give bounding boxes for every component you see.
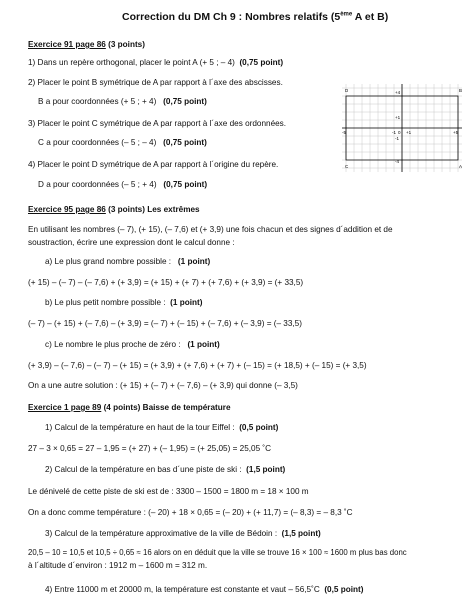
ex91-q4-points: (0,75 point) xyxy=(163,180,208,189)
title-superscript: ème xyxy=(340,11,353,18)
ex95-a-points: (1 point) xyxy=(177,257,211,266)
point-d-label: D xyxy=(345,88,349,93)
ex91-heading xyxy=(28,40,145,50)
point-a-label: A xyxy=(459,164,463,169)
ex1-q1-text: 1) Calcul de la température en haut de la tour Eiffel : xyxy=(45,423,235,432)
ex95-b xyxy=(45,298,202,308)
ex1-q4-text: 4) Entre 11000 m et 20000 m, la température est constante et vaut – 56,5˚C xyxy=(45,585,320,594)
ex1-q2 xyxy=(45,465,285,475)
ex91-q2-points: (0,75 point) xyxy=(163,97,207,106)
ex95-c xyxy=(45,340,220,350)
ex95-c-points: (1 point) xyxy=(187,340,220,349)
ex1-q3 xyxy=(45,529,321,539)
point-c-label: C xyxy=(345,164,349,169)
ex91-q1-points: (0,75 point) xyxy=(239,58,284,67)
x-tick-plus1: +1 xyxy=(406,130,412,135)
ex91-q2-answer-text: B a pour coordonnées (+ 5 ; + 4) xyxy=(38,97,157,106)
ex1-q2-text: 2) Calcul de la température en bas d´une piste de ski : xyxy=(45,465,242,474)
ex95-b-answer: (– 7) – (+ 15) + (– 7,6) – (+ 3,9) = (– 7) + (– 15) + (– 7,6) + (– 3,9) = (– 33,5) xyxy=(28,319,302,328)
ex1-q2-line2: On a donc comme température : (– 20) + 18 × 0,65 = (– 20) + (+ 11,7) = (– 8,3) = – 8,3 ˚C xyxy=(28,508,353,517)
page-title xyxy=(122,12,388,22)
y-tick-minus4: -4 xyxy=(395,159,400,164)
title-end: A et B) xyxy=(352,11,389,23)
ex95-c-answer: (+ 3,9) – (– 7,6) – (– 7) – (+ 15) = (+ 3,9) + (+ 7,6) + (+ 7) + (– 15) = (+ 18,5) + (– 15) = (+ 3,5) xyxy=(28,361,367,370)
ex91-q4-answer xyxy=(38,180,207,190)
ex1-q3-text: 3) Calcul de la température approximative de la ville de Bédoin : xyxy=(45,529,278,538)
ex95-ref: Exercice 95 page 86 xyxy=(28,205,106,214)
ex1-q3-points: (1,5 point) xyxy=(281,529,321,538)
ex95-a xyxy=(45,257,210,267)
ex95-c-text: c) Le nombre le plus proche de zéro : xyxy=(45,340,181,349)
ex1-heading-rest: (4 points) Baisse de température xyxy=(101,403,231,412)
ex95-a-answer: (+ 15) – (– 7) – (– 7,6) + (+ 3,9) = (+ 15) + (+ 7) + (+ 7,6) + (+ 3,9) = (+ 33,5) xyxy=(28,278,304,287)
ex91-q1 xyxy=(28,58,283,68)
ex1-q1-answer: 27 – 3 × 0,65 = 27 – 1,95 = (+ 27) + (– 1,95) = (+ 25,05) = 25,05 ˚C xyxy=(28,444,272,453)
ex91-q3: 3) Placer le point C symétrique de A par rapport à l´axe des ordonnées. xyxy=(28,119,287,128)
ex1-q2-line1: Le dénivelé de cette piste de ski est de : 3300 – 1500 = 1800 m = 18 × 100 m xyxy=(28,487,309,496)
ex91-q3-points: (0,75 point) xyxy=(163,138,207,147)
ex1-q4 xyxy=(45,585,363,595)
ex95-intro-line2: soustraction, écrire une expression dont le calcul donne : xyxy=(28,238,235,247)
ex91-q3-answer-text: C a pour coordonnées (– 5 ; – 4) xyxy=(38,138,157,147)
x-tick-minus5: -5 xyxy=(342,130,347,135)
ex91-ref: Exercice 91 page 86 xyxy=(28,40,106,49)
ex95-heading xyxy=(28,205,200,215)
ex1-q1 xyxy=(45,423,278,433)
ex1-q3-line1: 20,5 – 10 = 10,5 et 10,5 ÷ 0,65 ≈ 16 alors on en déduit que la ville se trouve 16 × 100 ≈ 1600 m plus bas donc xyxy=(28,548,407,557)
ex91-q2: 2) Placer le point B symétrique de A par rapport à l´axe des abscisses. xyxy=(28,78,283,87)
ex1-q4-points: (0,5 point) xyxy=(324,585,364,594)
ex91-q3-answer xyxy=(38,138,207,148)
ex95-a-text: a) Le plus grand nombre possible : xyxy=(45,257,172,266)
y-tick-plus4: +4 xyxy=(395,90,401,95)
x-tick-minus1: -1 xyxy=(392,130,397,135)
y-tick-minus1: -1 xyxy=(395,136,400,141)
ex91-q1-text: 1) Dans un repère orthogonal, placer le point A (+ 5 ; – 4) xyxy=(28,58,235,67)
ex1-q2-points: (1,5 point) xyxy=(246,465,286,474)
ex91-q4: 4) Placer le point D symétrique de A par rapport à l´origine du repère. xyxy=(28,160,279,169)
title-text: Correction du DM Ch 9 : Nombres relatifs (5 xyxy=(122,11,341,23)
ex1-q3-line2: à l´altitude d´environ : 1912 m – 1600 m = 312 m. xyxy=(28,561,208,570)
x-tick-plus5: +5 xyxy=(453,130,459,135)
y-tick-plus1: +1 xyxy=(395,115,401,120)
ex1-ref: Exercice 1 page 89 xyxy=(28,403,102,412)
ex95-heading-rest: (3 points) Les extrêmes xyxy=(105,205,200,214)
ex95-other-solution: On a une autre solution : (+ 15) + (– 7) + (– 7,6) – (+ 3,9) qui donne (– 3,5) xyxy=(28,381,298,390)
ex1-heading xyxy=(28,403,231,413)
ex91-q2-answer xyxy=(38,97,207,107)
ex91-q4-answer-text: D a pour coordonnées (– 5 ; + 4) xyxy=(38,180,157,189)
ex95-intro-line1: En utilisant les nombres (– 7), (+ 15), (– 7,6) et (+ 3,9) une fois chacun et des signes d´addition et de xyxy=(28,225,393,234)
ex95-b-text: b) Le plus petit nombre possible : xyxy=(45,298,166,307)
x-tick-0: 0 xyxy=(398,130,401,135)
ex95-b-points: (1 point) xyxy=(170,298,203,307)
point-b-label: B xyxy=(459,88,463,93)
ex91-points: (3 points) xyxy=(105,40,145,49)
ex1-q1-points: (0,5 point) xyxy=(239,423,279,432)
coordinate-graph xyxy=(340,82,465,174)
